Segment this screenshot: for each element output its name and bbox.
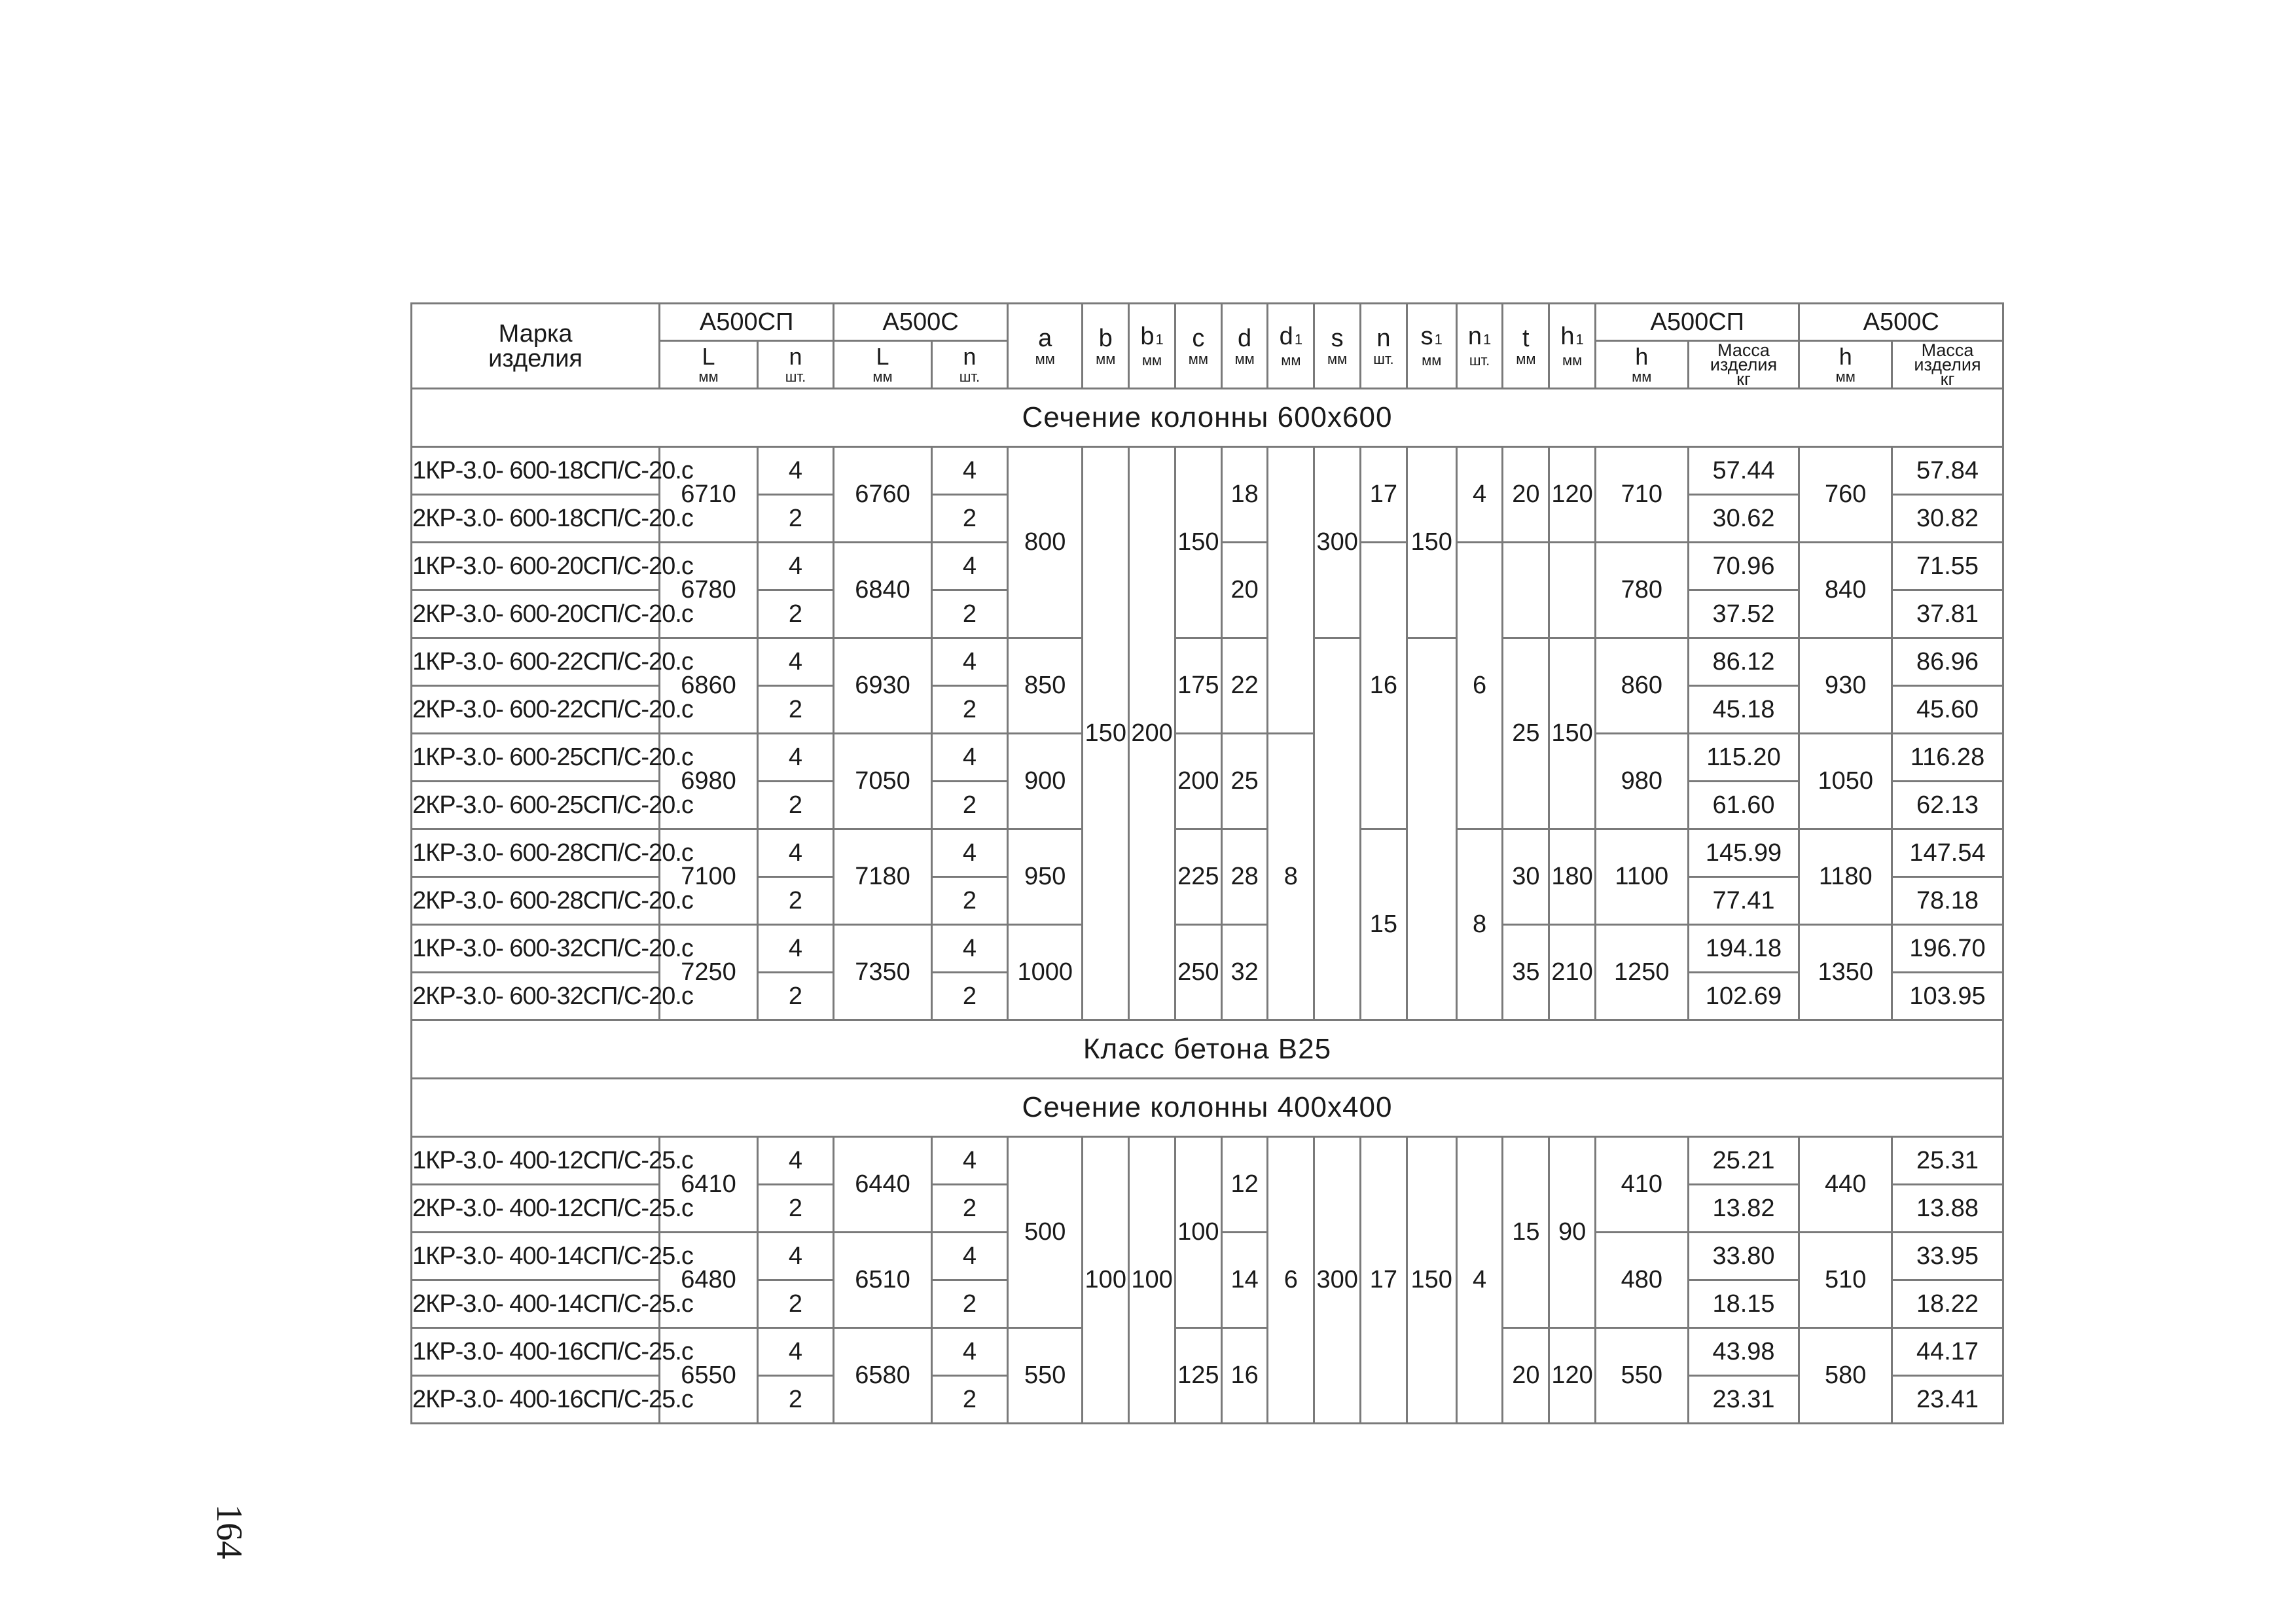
mass-sp-cell: 194.18 — [1688, 925, 1799, 973]
mass-sp-cell: 18.15 — [1688, 1280, 1799, 1328]
n1-cell: 4 — [1456, 1137, 1503, 1424]
t-cell: 15 — [1503, 1137, 1549, 1328]
header-steel-c-right: А500С — [1799, 304, 2003, 341]
mark-cell: 2КР-3.0- 400-12СП/С-25.с — [412, 1185, 660, 1233]
c-cell: 100 — [1175, 1137, 1221, 1328]
d1-cell-empty — [1268, 447, 1314, 734]
n-c-cell: 4 — [931, 734, 1007, 782]
a-cell: 800 — [1008, 447, 1083, 638]
s1-cell-empty — [1407, 638, 1456, 1020]
mass-sp-cell: 57.44 — [1688, 447, 1799, 495]
header-n-sp: n шт. — [757, 341, 833, 389]
h-sp-cell: 1250 — [1596, 925, 1689, 1020]
header-n1: n1 шт. — [1456, 304, 1503, 389]
header-row-groups — [412, 304, 2003, 341]
d-cell: 32 — [1221, 925, 1268, 1020]
L-c-cell: 7180 — [834, 829, 932, 925]
n-c-cell: 4 — [931, 1233, 1007, 1280]
h-sp-cell: 410 — [1596, 1137, 1689, 1233]
mass-c-cell: 45.60 — [1892, 686, 2003, 734]
table-row — [412, 447, 2003, 495]
n1-cell: 6 — [1456, 543, 1503, 829]
header-a: a мм — [1008, 304, 1083, 389]
mass-sp-cell: 23.31 — [1688, 1376, 1799, 1424]
header-marka — [412, 304, 660, 389]
b1-cell: 100 — [1129, 1137, 1175, 1424]
n-sp-cell: 2 — [757, 877, 833, 925]
L-sp-cell: 7250 — [660, 925, 758, 1020]
header-mass-c: Масса изделия кг — [1892, 341, 2003, 389]
mass-c-cell: 44.17 — [1892, 1328, 2003, 1376]
header-d: d мм — [1221, 304, 1268, 389]
h-sp-cell: 780 — [1596, 543, 1689, 638]
L-sp-cell: 6410 — [660, 1137, 758, 1233]
d1-cell: 6 — [1268, 1137, 1314, 1424]
header-s: s мм — [1314, 304, 1361, 389]
L-c-cell: 7050 — [834, 734, 932, 829]
header-steel-sp-left: А500СП — [660, 304, 834, 341]
mass-sp-cell: 33.80 — [1688, 1233, 1799, 1280]
n-sp-cell: 2 — [757, 590, 833, 638]
L-c-cell: 6840 — [834, 543, 932, 638]
n-c-cell: 2 — [931, 495, 1007, 543]
n-sp-cell: 2 — [757, 1185, 833, 1233]
header-n: n шт. — [1361, 304, 1407, 389]
mass-c-cell: 71.55 — [1892, 543, 2003, 590]
mass-c-cell: 103.95 — [1892, 973, 2003, 1020]
n-sp-cell: 4 — [757, 638, 833, 686]
mass-sp-cell: 70.96 — [1688, 543, 1799, 590]
h-sp-cell: 710 — [1596, 447, 1689, 543]
c-cell: 250 — [1175, 925, 1221, 1020]
t-cell: 20 — [1503, 447, 1549, 543]
n-c-cell: 2 — [931, 1185, 1007, 1233]
section-title-400: Сечение колонны 400x400 — [412, 1079, 2003, 1137]
h-sp-cell: 860 — [1596, 638, 1689, 734]
h1-cell: 120 — [1549, 1328, 1596, 1424]
header-t: t мм — [1503, 304, 1549, 389]
n-c-cell: 4 — [931, 447, 1007, 495]
mass-sp-cell: 102.69 — [1688, 973, 1799, 1020]
mass-c-cell: 13.88 — [1892, 1185, 2003, 1233]
n-c-cell: 2 — [931, 590, 1007, 638]
mass-c-cell: 37.81 — [1892, 590, 2003, 638]
n-c-cell: 2 — [931, 1280, 1007, 1328]
n-c-cell: 4 — [931, 1137, 1007, 1185]
h-sp-cell: 480 — [1596, 1233, 1689, 1328]
L-sp-cell: 6780 — [660, 543, 758, 638]
n1-cell: 4 — [1456, 447, 1503, 543]
h-c-cell: 1350 — [1799, 925, 1892, 1020]
n-sp-cell: 2 — [757, 1280, 833, 1328]
n-cell: 17 — [1361, 447, 1407, 543]
h1-cell: 90 — [1549, 1137, 1596, 1328]
n-sp-cell: 4 — [757, 1328, 833, 1376]
mark-cell: 2КР-3.0- 600-20СП/С-20.с — [412, 590, 660, 638]
L-c-cell: 6930 — [834, 638, 932, 734]
mark-cell: 1КР-3.0- 600-20СП/С-20.с — [412, 543, 660, 590]
h-sp-cell: 550 — [1596, 1328, 1689, 1424]
mark-cell: 1КР-3.0- 400-14СП/С-25.с — [412, 1233, 660, 1280]
header-n-c: n шт. — [931, 341, 1007, 389]
h1-cell: 150 — [1549, 638, 1596, 829]
table-row — [412, 925, 2003, 973]
mark-cell: 1КР-3.0- 400-12СП/С-25.с — [412, 1137, 660, 1185]
t-cell: 20 — [1503, 1328, 1549, 1424]
reinforcement-cage-table — [410, 302, 2004, 1424]
mass-c-cell: 23.41 — [1892, 1376, 2003, 1424]
d-cell: 28 — [1221, 829, 1268, 925]
s-cell: 300 — [1314, 1137, 1361, 1424]
mark-cell: 2КР-3.0- 600-18СП/С-20.с — [412, 495, 660, 543]
mass-sp-cell: 13.82 — [1688, 1185, 1799, 1233]
h-sp-cell: 980 — [1596, 734, 1689, 829]
n-sp-cell: 2 — [757, 686, 833, 734]
header-L-sp: L мм — [660, 341, 758, 389]
mass-sp-cell: 77.41 — [1688, 877, 1799, 925]
n-c-cell: 2 — [931, 877, 1007, 925]
d-cell: 20 — [1221, 543, 1268, 638]
d-cell: 18 — [1221, 447, 1268, 543]
mark-cell: 2КР-3.0- 600-22СП/С-20.с — [412, 686, 660, 734]
c-cell: 175 — [1175, 638, 1221, 734]
page-number: 164 — [209, 1504, 249, 1559]
mass-c-cell: 86.96 — [1892, 638, 2003, 686]
L-sp-cell: 6710 — [660, 447, 758, 543]
d-cell: 14 — [1221, 1233, 1268, 1328]
mass-sp-cell: 115.20 — [1688, 734, 1799, 782]
t-cell: 30 — [1503, 829, 1549, 925]
mass-c-cell: 57.84 — [1892, 447, 2003, 495]
mass-c-cell: 30.82 — [1892, 495, 2003, 543]
n-c-cell: 4 — [931, 543, 1007, 590]
s1-cell: 150 — [1407, 1137, 1456, 1424]
marka-line1: Марка — [498, 319, 573, 348]
table-row — [412, 734, 2003, 782]
h1-cell-empty — [1549, 543, 1596, 638]
n-c-cell: 4 — [931, 1328, 1007, 1376]
table-row — [412, 638, 2003, 686]
c-cell: 225 — [1175, 829, 1221, 925]
b-cell: 100 — [1083, 1137, 1129, 1424]
header-h1: h1 мм — [1549, 304, 1596, 389]
header-b1: b1 мм — [1129, 304, 1175, 389]
mass-sp-cell: 43.98 — [1688, 1328, 1799, 1376]
n1-cell: 8 — [1456, 829, 1503, 1020]
mass-c-cell: 147.54 — [1892, 829, 2003, 877]
h-c-cell: 930 — [1799, 638, 1892, 734]
mass-c-cell: 196.70 — [1892, 925, 2003, 973]
header-steel-sp-right: А500СП — [1596, 304, 1799, 341]
c-cell: 200 — [1175, 734, 1221, 829]
mass-c-cell: 62.13 — [1892, 782, 2003, 829]
L-c-cell: 6510 — [834, 1233, 932, 1328]
header-b: b мм — [1083, 304, 1129, 389]
s1-cell: 150 — [1407, 447, 1456, 638]
section-row-600 — [412, 389, 2003, 447]
n-sp-cell: 4 — [757, 1137, 833, 1185]
mark-cell: 2КР-3.0- 600-25СП/С-20.с — [412, 782, 660, 829]
mark-cell: 1КР-3.0- 600-22СП/С-20.с — [412, 638, 660, 686]
t-cell: 25 — [1503, 638, 1549, 829]
n-sp-cell: 4 — [757, 1233, 833, 1280]
header-h-sp: h мм — [1596, 341, 1689, 389]
n-c-cell: 4 — [931, 829, 1007, 877]
header-steel-c-left: А500С — [834, 304, 1008, 341]
L-c-cell: 7350 — [834, 925, 932, 1020]
a-cell: 550 — [1008, 1328, 1083, 1424]
h1-cell: 180 — [1549, 829, 1596, 925]
mark-cell: 2КР-3.0- 600-32СП/С-20.с — [412, 973, 660, 1020]
specification-sheet — [410, 302, 2004, 1428]
mass-sp-cell: 61.60 — [1688, 782, 1799, 829]
n-sp-cell: 4 — [757, 925, 833, 973]
L-c-cell: 6440 — [834, 1137, 932, 1233]
h1-cell: 120 — [1549, 447, 1596, 543]
L-sp-cell: 6980 — [660, 734, 758, 829]
h-c-cell: 1180 — [1799, 829, 1892, 925]
c-cell: 150 — [1175, 447, 1221, 638]
L-sp-cell: 6480 — [660, 1233, 758, 1328]
section-row-concrete — [412, 1020, 2003, 1079]
h-c-cell: 1050 — [1799, 734, 1892, 829]
b-cell: 150 — [1083, 447, 1129, 1020]
n-sp-cell: 4 — [757, 734, 833, 782]
a-cell: 1000 — [1008, 925, 1083, 1020]
n-cell: 16 — [1361, 543, 1407, 829]
mark-cell: 2КР-3.0- 400-16СП/С-25.с — [412, 1376, 660, 1424]
t-cell: 35 — [1503, 925, 1549, 1020]
n-sp-cell: 4 — [757, 447, 833, 495]
table-row — [412, 1328, 2003, 1376]
n-c-cell: 2 — [931, 1376, 1007, 1424]
n-c-cell: 4 — [931, 638, 1007, 686]
c-cell: 125 — [1175, 1328, 1221, 1424]
mass-sp-cell: 145.99 — [1688, 829, 1799, 877]
mark-cell: 2КР-3.0- 400-14СП/С-25.с — [412, 1280, 660, 1328]
mass-sp-cell: 86.12 — [1688, 638, 1799, 686]
L-sp-cell: 6550 — [660, 1328, 758, 1424]
section-row-400 — [412, 1079, 2003, 1137]
mass-c-cell: 18.22 — [1892, 1280, 2003, 1328]
mark-cell: 1КР-3.0- 600-28СП/С-20.с — [412, 829, 660, 877]
n-c-cell: 4 — [931, 925, 1007, 973]
t-cell-empty — [1503, 543, 1549, 638]
mark-cell: 1КР-3.0- 400-16СП/С-25.с — [412, 1328, 660, 1376]
n-sp-cell: 4 — [757, 829, 833, 877]
concrete-class-title: Класс бетона В25 — [412, 1020, 2003, 1079]
L-c-cell: 6760 — [834, 447, 932, 543]
table-row — [412, 829, 2003, 877]
L-sp-cell: 6860 — [660, 638, 758, 734]
header-d1: d1 мм — [1268, 304, 1314, 389]
mark-cell: 1КР-3.0- 600-25СП/С-20.с — [412, 734, 660, 782]
n-sp-cell: 2 — [757, 973, 833, 1020]
mass-sp-cell: 37.52 — [1688, 590, 1799, 638]
h1-cell: 210 — [1549, 925, 1596, 1020]
header-c: c мм — [1175, 304, 1221, 389]
mass-sp-cell: 25.21 — [1688, 1137, 1799, 1185]
header-s1: s1 мм — [1407, 304, 1456, 389]
section-title-600: Сечение колонны 600x600 — [412, 389, 2003, 447]
mass-sp-cell: 30.62 — [1688, 495, 1799, 543]
header-h-c: h мм — [1799, 341, 1892, 389]
n-sp-cell: 2 — [757, 495, 833, 543]
d1-cell: 8 — [1268, 734, 1314, 1020]
a-cell: 950 — [1008, 829, 1083, 925]
mark-cell: 1КР-3.0- 600-18СП/С-20.с — [412, 447, 660, 495]
L-sp-cell: 7100 — [660, 829, 758, 925]
mark-cell: 2КР-3.0- 600-28СП/С-20.с — [412, 877, 660, 925]
d-cell: 12 — [1221, 1137, 1268, 1233]
h-c-cell: 510 — [1799, 1233, 1892, 1328]
mass-c-cell: 78.18 — [1892, 877, 2003, 925]
n-c-cell: 2 — [931, 782, 1007, 829]
n-sp-cell: 2 — [757, 1376, 833, 1424]
a-cell: 500 — [1008, 1137, 1083, 1328]
d-cell: 25 — [1221, 734, 1268, 829]
header-mass-sp: Масса изделия кг — [1688, 341, 1799, 389]
h-sp-cell: 1100 — [1596, 829, 1689, 925]
a-cell: 850 — [1008, 638, 1083, 734]
header-L-c: L мм — [834, 341, 932, 389]
n-sp-cell: 4 — [757, 543, 833, 590]
b1-cell: 200 — [1129, 447, 1175, 1020]
marka-line2: изделия — [488, 344, 583, 372]
n-cell: 15 — [1361, 829, 1407, 1020]
mass-c-cell: 33.95 — [1892, 1233, 2003, 1280]
s-cell-empty — [1314, 638, 1361, 1020]
table-row — [412, 1137, 2003, 1185]
h-c-cell: 840 — [1799, 543, 1892, 638]
mass-c-cell: 25.31 — [1892, 1137, 2003, 1185]
d-cell: 22 — [1221, 638, 1268, 734]
mass-sp-cell: 45.18 — [1688, 686, 1799, 734]
d-cell: 16 — [1221, 1328, 1268, 1424]
n-c-cell: 2 — [931, 686, 1007, 734]
h-c-cell: 760 — [1799, 447, 1892, 543]
n-sp-cell: 2 — [757, 782, 833, 829]
s-cell: 300 — [1314, 447, 1361, 638]
h-c-cell: 440 — [1799, 1137, 1892, 1233]
n-cell: 17 — [1361, 1137, 1407, 1424]
h-c-cell: 580 — [1799, 1328, 1892, 1424]
L-c-cell: 6580 — [834, 1328, 932, 1424]
mass-c-cell: 116.28 — [1892, 734, 2003, 782]
mark-cell: 1КР-3.0- 600-32СП/С-20.с — [412, 925, 660, 973]
a-cell: 900 — [1008, 734, 1083, 829]
n-c-cell: 2 — [931, 973, 1007, 1020]
